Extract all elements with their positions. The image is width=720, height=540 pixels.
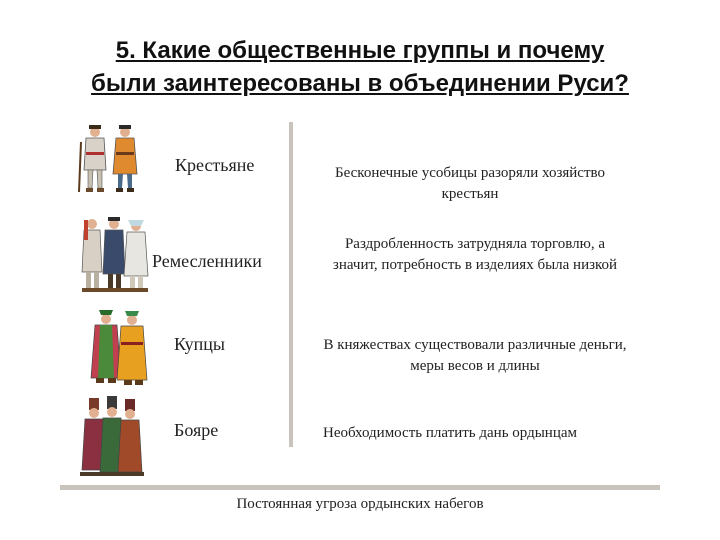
merchants-illustration <box>88 308 150 386</box>
boyars-illustration <box>80 396 146 478</box>
reason-peasants <box>300 163 640 205</box>
footer-text: Постоянная угроза ордынских набегов <box>236 496 484 512</box>
footer-divider <box>60 485 660 490</box>
group-name-artisans: Ремесленники <box>152 251 262 271</box>
reason-merchants-line-2: меры весов и длины <box>410 358 540 374</box>
reason-artisans <box>300 234 650 276</box>
artisans-illustration <box>78 214 153 296</box>
title-line-1: 5. Какие общественные группы и почему <box>115 37 605 64</box>
reason-artisans-line-2: значит, потребность в изделиях была низкой <box>332 257 618 273</box>
group-name-peasants: Крестьяне <box>175 155 255 175</box>
peasants-illustration <box>75 122 145 197</box>
reason-boyars-line-1: Необходимость платить дань ордынцам <box>322 425 577 441</box>
group-name-boyars: Бояре <box>174 420 219 440</box>
reason-merchants <box>300 335 650 377</box>
reason-peasants-line-2: крестьян <box>441 186 499 202</box>
column-divider <box>289 122 293 447</box>
slide-title <box>20 34 700 100</box>
title-line-2: были заинтересованы в объединении Руси? <box>91 70 629 97</box>
group-name-merchants: Купцы <box>174 334 226 354</box>
reason-boyars <box>300 423 600 444</box>
reason-merchants-line-1: В княжествах существовали различные деньги, <box>323 337 627 353</box>
reason-peasants-line-1: Бесконечные усобицы разоряли хозяйство <box>335 165 605 181</box>
reason-artisans-line-1: Раздробленность затрудняла торговлю, а <box>344 236 606 252</box>
